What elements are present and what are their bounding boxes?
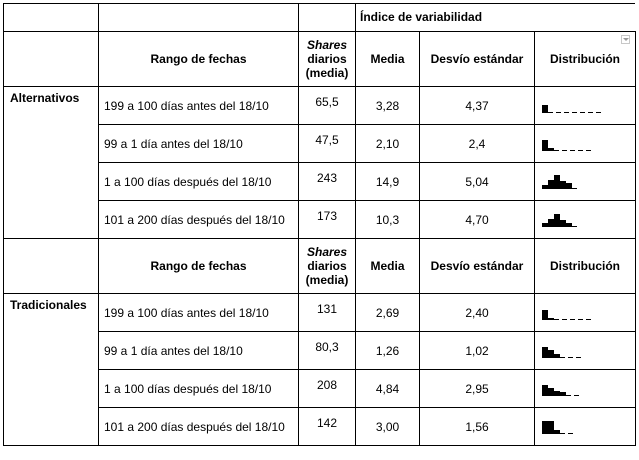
distribution-bar — [542, 185, 548, 189]
table-row — [4, 163, 636, 201]
distribution-cell — [535, 370, 636, 408]
shares-cell: 173 — [299, 201, 356, 239]
distribution-sparkline — [541, 172, 601, 192]
mean-cell: 10,3 — [356, 201, 420, 239]
group-label: Tradicionales — [4, 294, 99, 446]
table-row — [4, 332, 636, 370]
distribution-bar — [554, 214, 560, 227]
distribution-cell — [535, 87, 636, 125]
distribution-cell — [535, 201, 636, 239]
range-cell: 1 a 100 días después del 18/10 — [99, 163, 299, 201]
shares-cell: 65,5 — [299, 87, 356, 125]
distribution-bar — [548, 421, 554, 434]
distribution-sparkline — [541, 417, 601, 437]
mean-cell: 14,9 — [356, 163, 420, 201]
sd-header: Desvío estándar — [420, 32, 535, 87]
distribution-sparkline — [541, 96, 601, 116]
empty-header-cell — [99, 4, 299, 32]
mean-cell: 2,69 — [356, 294, 420, 332]
distribution-bar — [542, 310, 548, 320]
shares-cell: 47,5 — [299, 125, 356, 163]
distribution-bar — [548, 388, 554, 396]
table-row — [4, 87, 636, 125]
empty-corner — [4, 4, 99, 32]
column-header-row — [4, 32, 636, 87]
sd-cell: 2,40 — [420, 294, 535, 332]
distribution-bar — [554, 430, 560, 434]
sd-cell: 5,04 — [420, 163, 535, 201]
variability-table — [3, 3, 636, 446]
distribution-bar — [542, 223, 548, 227]
empty-group-header-cell — [4, 239, 99, 294]
range-cell: 99 a 1 día antes del 18/10 — [99, 125, 299, 163]
mean-cell: 1,26 — [356, 332, 420, 370]
sd-cell: 1,56 — [420, 408, 535, 446]
distribution-bar — [548, 318, 554, 320]
distribution-bar — [566, 223, 572, 227]
table-row — [4, 201, 636, 239]
distribution-bar — [560, 392, 566, 396]
distribution-cell — [535, 408, 636, 446]
distribution-sparkline — [541, 341, 601, 361]
distribution-bar — [548, 148, 554, 151]
distribution-cell — [535, 163, 636, 201]
column-header-row — [4, 239, 636, 294]
shares-header-line2: diarios — [307, 259, 347, 273]
distribution-bar — [560, 181, 566, 189]
distribution-cell — [535, 125, 636, 163]
mean-header: Media — [356, 239, 420, 294]
distribution-bar — [542, 140, 548, 151]
shares-cell: 243 — [299, 163, 356, 201]
mean-header: Media — [356, 32, 420, 87]
range-cell: 1 a 100 días después del 18/10 — [99, 370, 299, 408]
sd-header: Desvío estándar — [420, 239, 535, 294]
table-row — [4, 370, 636, 408]
shares-header-line3: (media) — [305, 273, 349, 287]
mean-cell: 3,00 — [356, 408, 420, 446]
shares-cell: 142 — [299, 408, 356, 446]
distribution-bar — [554, 391, 560, 396]
table-row — [4, 125, 636, 163]
distribution-sparkline — [541, 210, 601, 230]
range-cell: 101 a 200 días después del 18/10 — [99, 201, 299, 239]
distribution-bar — [548, 350, 554, 358]
mean-cell: 2,10 — [356, 125, 420, 163]
shares-header-line2: diarios — [307, 52, 347, 66]
table-row — [4, 294, 636, 332]
distribution-bar — [542, 421, 548, 434]
sd-cell: 2,4 — [420, 125, 535, 163]
distribution-sparkline — [541, 303, 601, 323]
table-row — [4, 408, 636, 446]
variability-index-header: Índice de variabilidad — [356, 4, 636, 32]
distribution-bar — [542, 105, 548, 113]
shares-cell: 80,3 — [299, 332, 356, 370]
shares-header-italic: Shares — [306, 245, 348, 259]
shares-cell: 208 — [299, 370, 356, 408]
distribution-header-label: Distribución — [550, 259, 621, 273]
distribution-bar — [554, 175, 560, 189]
distribution-header — [535, 32, 636, 87]
sd-cell: 4,70 — [420, 201, 535, 239]
distribution-bar — [560, 220, 566, 227]
shares-cell: 131 — [299, 294, 356, 332]
mean-cell: 3,28 — [356, 87, 420, 125]
shares-header — [299, 32, 356, 87]
distribution-sparkline — [541, 379, 601, 399]
distribution-cell — [535, 332, 636, 370]
range-cell: 199 a 100 días antes del 18/10 — [99, 294, 299, 332]
mean-cell: 4,84 — [356, 370, 420, 408]
distribution-bar — [542, 347, 548, 358]
range-cell: 101 a 200 días después del 18/10 — [99, 408, 299, 446]
sd-cell: 4,37 — [420, 87, 535, 125]
range-header: Rango de fechas — [99, 239, 299, 294]
filter-dropdown-icon[interactable] — [621, 35, 630, 44]
range-cell: 199 a 100 días antes del 18/10 — [99, 87, 299, 125]
top-header-row — [4, 4, 636, 32]
shares-header-line3: (media) — [305, 66, 349, 80]
distribution-bar — [554, 354, 560, 358]
sd-cell: 1,02 — [420, 332, 535, 370]
empty-header-cell — [299, 4, 356, 32]
group-label: Alternativos — [4, 87, 99, 239]
distribution-bar — [542, 385, 548, 396]
empty-group-header-cell — [4, 32, 99, 87]
distribution-cell — [535, 294, 636, 332]
shares-header-italic: Shares — [306, 38, 348, 52]
sd-cell: 2,95 — [420, 370, 535, 408]
shares-header — [299, 239, 356, 294]
distribution-sparkline — [541, 134, 601, 154]
distribution-bar — [548, 180, 554, 189]
range-cell: 99 a 1 día antes del 18/10 — [99, 332, 299, 370]
distribution-bar — [566, 183, 572, 189]
distribution-bar — [548, 219, 554, 227]
range-header: Rango de fechas — [99, 32, 299, 87]
distribution-header-label: Distribución — [550, 52, 621, 66]
distribution-header — [535, 239, 636, 294]
